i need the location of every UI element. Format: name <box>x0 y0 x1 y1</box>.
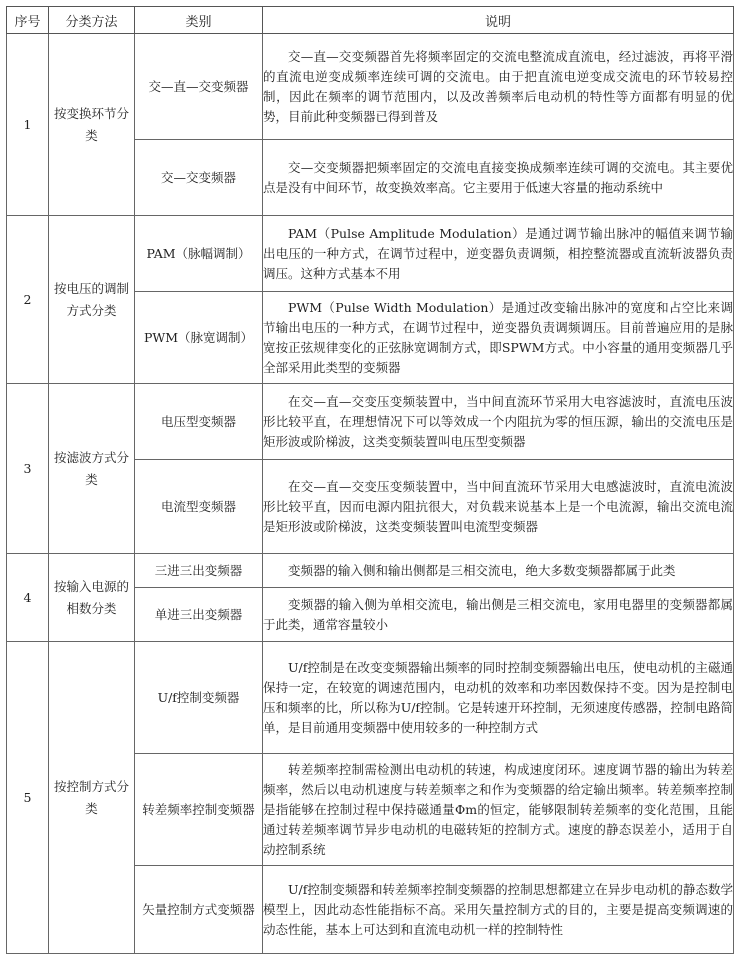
category-cell: 电压型变频器 <box>135 384 263 460</box>
description-text: U/f控制是在改变变频器输出频率的同时控制变频器输出电压，使电动机的主磁通保持一定，在较宽的调速范围内，电动机的效率和功率因数保持不变。因为是控制电压和频率的比，所以称为U/f控制。它是转速开环控制，无须速度传感器，控制电路简单，是目前通用变频器中使用较多的一种控制方式 <box>263 659 733 735</box>
category-cell: 交—交变频器 <box>135 140 263 216</box>
category-cell: 交—直—交变频器 <box>135 34 263 140</box>
method-label: 按变换环节分类 <box>53 105 129 143</box>
method-label: 按控制方式分类 <box>53 778 129 816</box>
method-label: 按输入电源的相数分类 <box>53 578 129 616</box>
header-description: 说明 <box>263 7 734 34</box>
description-text: 交—直—交变频器首先将频率固定的交流电整流成直流电，经过滤波，再将平滑的直流电逆变成频率连续可调的交流电。由于把直流电逆变成交流电的环节较易控制，因此在频率的调节范围内，以及改善频率后电动机的特性等方面都有明显的优势，目前此种变频器已得到普及 <box>263 48 733 124</box>
table-header-row <box>7 7 734 34</box>
category-cell: 转差频率控制变频器 <box>135 754 263 866</box>
inverter-classification-table <box>6 6 734 954</box>
table-row <box>7 642 734 754</box>
description-cell <box>263 588 734 642</box>
description-text: 交—交变频器把频率固定的交流电直接变换成频率连续可调的交流电。其主要优点是没有中间环节，故变换效率高。它主要用于低速大容量的拖动系统中 <box>263 159 733 195</box>
category-cell: PWM（脉宽调制） <box>135 292 263 384</box>
category-cell: 三进三出变频器 <box>135 554 263 588</box>
description-text: U/f控制变频器和转差频率控制变频器的控制思想都建立在异步电动机的静态数学模型上，因此动态性能指标不高。采用矢量控制方式的目的，主要是提高变频调速的动态性能，基本上可达到和直流电动机一样的控制特性 <box>263 881 733 937</box>
description-text: 在交—直—交变压变频装置中，当中间直流环节采用大电感滤波时，直流电流波形比较平直，因而电源内阻抗很大，对负载来说基本上是一个电流源，输出交流电流是矩形波或阶梯波，这类变频装置叫电流型变频器 <box>263 478 733 534</box>
header-method: 分类方法 <box>49 7 135 34</box>
description-cell <box>263 34 734 140</box>
seq-cell: 2 <box>7 216 49 384</box>
description-text: PAM（Pulse Amplitude Modulation）是通过调节输出脉冲的幅值来调节输出电压的一种方式，在调节过程中，逆变器负责调频，相控整流器或直流斩波器负责调压。这种方式基本不用 <box>263 225 733 281</box>
method-cell <box>49 216 135 384</box>
description-cell <box>263 754 734 866</box>
seq-cell: 4 <box>7 554 49 642</box>
description-cell <box>263 292 734 384</box>
table-row <box>7 384 734 460</box>
table-row <box>7 34 734 140</box>
category-cell: PAM（脉幅调制） <box>135 216 263 292</box>
classification-table-wrapper <box>6 6 733 954</box>
category-cell: 电流型变频器 <box>135 460 263 554</box>
method-label: 按电压的调制方式分类 <box>53 280 129 318</box>
description-cell <box>263 866 734 954</box>
table-row <box>7 216 734 292</box>
description-cell <box>263 642 734 754</box>
description-cell <box>263 216 734 292</box>
method-cell <box>49 34 135 216</box>
description-cell <box>263 384 734 460</box>
description-text: 变频器的输入侧为单相交流电，输出侧是三相交流电，家用电器里的变频器都属于此类，通常容量较小 <box>263 596 733 632</box>
description-cell <box>263 554 734 588</box>
description-text: PWM（Pulse Width Modulation）是通过改变输出脉冲的宽度和占空比来调节输出电压的一种方式，在调节过程中，逆变器负责调频调压。目前普遍应用的是脉宽按正弦规律变化的正弦脉宽调制方式，即SPWM方式。中小容量的通用变频器几乎全部采用此类型的变频器 <box>263 299 733 375</box>
description-text: 在交—直—交变压变频装置中，当中间直流环节采用大电容滤波时，直流电压波形比较平直，在理想情况下可以等效成一个内阻抗为零的恒压源，输出的交流电压是矩形波或阶梯波，这类变频装置叫电压型变频器 <box>263 393 733 449</box>
seq-cell: 5 <box>7 642 49 954</box>
description-text: 变频器的输入侧和输出侧都是三相交流电，绝大多数变频器都属于此类 <box>288 562 676 578</box>
method-label: 按滤波方式分类 <box>53 449 129 487</box>
method-cell <box>49 384 135 554</box>
table-row <box>7 554 734 588</box>
category-cell: U/f控制变频器 <box>135 642 263 754</box>
category-cell: 矢量控制方式变频器 <box>135 866 263 954</box>
description-text: 转差频率控制需检测出电动机的转速，构成速度闭环。速度调节器的输出为转差频率，然后以电动机速度与转差频率之和作为变频器的给定输出频率。转差频率控制是指能够在控制过程中保持磁通量Φm的恒定，能够限制转差频率的变化范围，且能通过转差频率调节异步电动机的电磁转矩的控制方式。速度的静态误差小，适用于自动控制系统 <box>263 761 733 857</box>
description-cell <box>263 460 734 554</box>
header-seq: 序号 <box>7 7 49 34</box>
category-cell: 单进三出变频器 <box>135 588 263 642</box>
header-category: 类别 <box>135 7 263 34</box>
description-cell <box>263 140 734 216</box>
seq-cell: 3 <box>7 384 49 554</box>
seq-cell: 1 <box>7 34 49 216</box>
method-cell <box>49 554 135 642</box>
method-cell <box>49 642 135 954</box>
